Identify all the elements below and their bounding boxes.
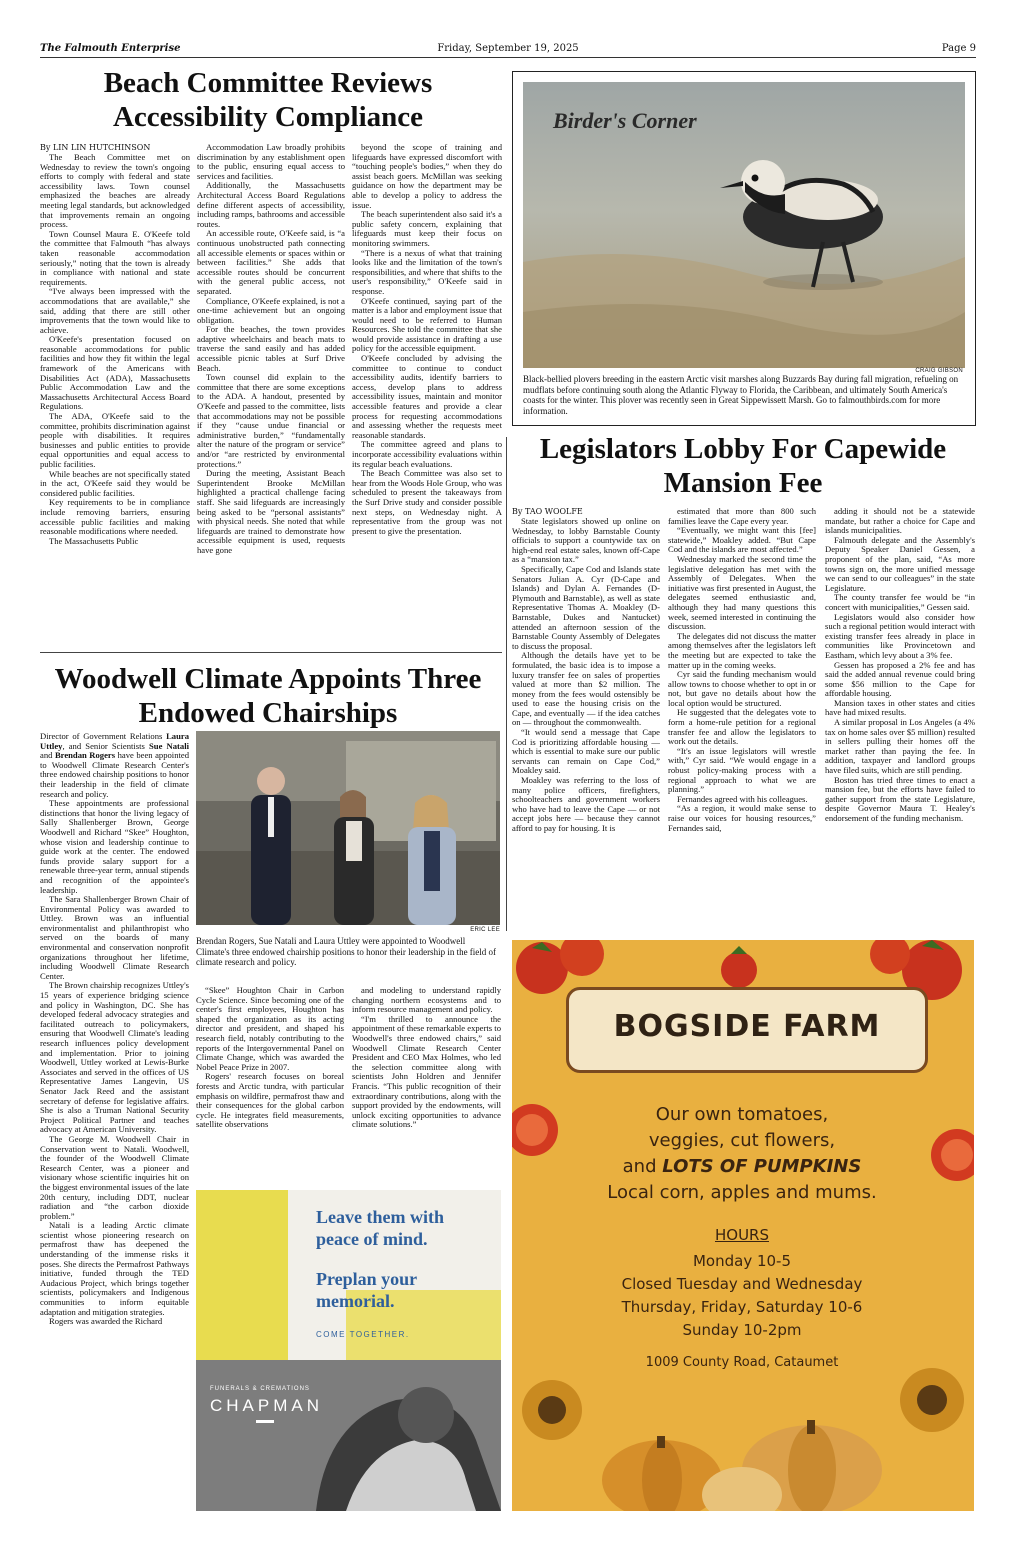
chapman-sub: FUNERALS & CREMATIONS: [210, 1386, 310, 1392]
paragraph: “It's an issue legislators will wrestle with,” Cyr said. “We would engage in a robust policy-making process with a regional approach to what we are planning.”: [668, 745, 816, 795]
paragraph: The Beach Committee was also set to hear from the Woods Hole Group, who was scheduled to present the takeaways from the Surf Drive study and consider possible next steps, on Wednesday night. A representative from the group was not present to give the presentation.: [352, 468, 502, 536]
section-rule: [40, 652, 502, 653]
paragraph: The George M. Woodwell Chair in Conservation went to Natali. Woodwell, the founder of the Woodwell Climate Research Center, was a pioneer and visionary whose scientific inquiries hit on the biggest environmental issues of the late 20th century, including DDT, nuclear radiation and “the carbon dioxide problem.”: [40, 1133, 189, 1221]
paragraph: Additionally, the Massachusetts Architectural Access Board Regulations define different aspects of accessibility, including ramps, bathrooms and accessible routes.: [197, 180, 345, 229]
name-natali: Sue Natali: [149, 740, 189, 751]
tomato-icon: [721, 946, 757, 988]
paragraph: “Skee” Houghton Chair in Carbon Cycle Science. Since becoming one of the center's first employees, Houghton has shaped the organization as its acting director and president, and shaped his research field, notably contributing to the reports of the Intergovernmental Panel on Climate Change, which was awarded the Nobel Peace Prize in 2007.: [196, 986, 344, 1072]
beach-column-2: [197, 143, 345, 645]
legislators-column-2: [668, 507, 816, 929]
bogside-farm-ad[interactable]: [512, 940, 974, 1511]
name-uttley: Laura Uttley: [40, 732, 189, 751]
paragraph: The Massachusetts Public: [49, 535, 139, 546]
paragraph: and modeling to understand rapidly changing northern ecosystems and to inform resource management and policy.: [352, 986, 501, 1015]
chapman-logo-mark: [256, 1420, 274, 1423]
farm-hours-closed: Closed Tuesday and Wednesday: [621, 1275, 863, 1293]
paragraph: Mansion taxes in other states and cities have had mixed results.: [825, 697, 975, 718]
issue-date: Friday, September 19, 2025: [437, 43, 579, 54]
paragraph: Moakley was referring to the loss of many police officers, firefighters, schoolteachers and government workers who have had to leave the Cape — or not accept jobs here — because they cannot afford to pay for housing. It is: [512, 775, 660, 833]
paragraph: Rogers' research focuses on boreal forests and Arctic tundra, with particular emphasis on wildfire, permafrost thaw and their consequences for the global carbon cycle. He integrates field measurements, satellite observations: [196, 1071, 344, 1130]
column-rule: [506, 437, 507, 931]
woodwell-photo-credit: ERIC LEE: [470, 927, 500, 933]
paragraph: “There is a nexus of what that training looks like and the limitation of the town's responsibilities, and where that shifts to the user's responsibility,” O'Keefe said in response.: [352, 247, 502, 296]
chapman-line-1: Leave them with peace of mind.: [316, 1207, 444, 1249]
chapman-brand: CHAPMAN: [210, 1396, 324, 1415]
paragraph: O'Keefe concluded by advising the committee to continue to conduct accessibility audits, identify barriers to access, develop plans to address accessibility issues, maintain and monitor accessible features and provide a clear process for requesting accommodations and assessing whether the requests meet reasonable standards.: [352, 353, 502, 440]
paragraph: These appointments are professional distinctions that honor the living legacy of Sally Shallenberger Brown, George Woodwell and Richard “Skee” Houghton, whose vision and leadership continue to guide work at the center. The endowed funds provide salary support for a renewable three-year term, annual stipends and recognition of the appointee's leadership.: [40, 798, 189, 895]
birders-corner-label: Birder's Corner: [553, 108, 697, 133]
paragraph: Gessen has proposed a 2% fee and has said the added annual revenue could bring some $56 million to the Cape for affordable housing.: [825, 659, 975, 699]
paragraph: estimated that more than 800 such families leave the Cape every year.: [668, 507, 816, 526]
paragraph: The delegates did not discuss the matter among themselves after the legislators left the meeting but are expected to take the matter up in the coming weeks.: [668, 630, 816, 670]
paragraph: Rogers was awarded the Richard: [49, 1316, 163, 1327]
farm-name: BOGSIDE FARM: [613, 1009, 881, 1044]
woodwell-column-1-body: [40, 799, 189, 1327]
paragraph: beyond the scope of training and lifeguards have expressed discomfort with “touching people's bodies,” when they do assist beach goers. McMillan was seeking guidance on how the department may be able to develop a policy to address the issue.: [352, 143, 502, 210]
paragraph: The beach superintendent also said it's a public safety concern, explaining that lifeguards must keep their focus on monitoring swimmers.: [352, 209, 502, 248]
paragraph: For the beaches, the town provides adaptive wheelchairs and beach mats to traverse the sand easily and has added accessible picnic tables at Surf Drive Beach.: [197, 324, 345, 373]
paragraph: Key requirements to be in compliance include removing barriers, ensuring accessible public facilities and making reasonable modifications where needed.: [40, 497, 190, 537]
paragraph: “I've always been impressed with the accommodations that are available,” she said, adding that there are still other improvements that the town would like to achieve.: [40, 286, 190, 335]
paragraph: He suggested that the delegates vote to form a home-rule petition for a regional transfer fee and allow the legislators to work out the details.: [668, 707, 816, 747]
beach-column-3: [352, 143, 502, 645]
birders-caption: Black-bellied plovers breeding in the eastern Arctic visit marshes along Buzzards Bay during fall migration, refueling on mudflats before continuing south along the Atlantic Flyway to Florida, the Caribbean, and ultimately South America's coasts for the winter. This plover was recently seen in Great Sippewissett Marsh. Go to falmouthbirds.com for more information.: [523, 374, 959, 416]
woodwell-lead-paragraph: Director of Government Relations Laura Uttley, and Senior Scientists Sue Natali and Brendan Rogers have been appointed to Woodwell Climate Research Center's three endowed chairship positions to honor their leadership in the field of climate research and policy.: [40, 732, 189, 799]
paragraph: Falmouth delegate and the Assembly's Deputy Speaker Daniel Gessen, a proponent of the plan, said, “As more towns sign on, the more unified message we can send to our colleagues” in the state Legislature.: [825, 534, 975, 593]
farm-line-1: Our own tomatoes,: [655, 1104, 829, 1125]
woodwell-column-2: [196, 986, 344, 1181]
farm-hours-label: HOURS: [714, 1226, 769, 1244]
paragraph: A similar proposal in Los Angeles (a 4% tax on home sales over $5 million) resulted in sellers pulling their homes off the market rather than paying the fee. In addition, taxpayer and landlord groups have filed suits, which are still pending.: [825, 717, 975, 776]
woodwell-headline: Woodwell Climate Appoints Three Endowed Chairships: [54, 663, 482, 729]
legislators-column-3: [825, 507, 975, 929]
woodwell-caption: Brendan Rogers, Sue Natali and Laura Uttley were appointed to Woodwell Climate's three endowed chairship positions to honor their leadership in the field of climate research and policy.: [196, 936, 497, 967]
tomato-icon: [516, 940, 604, 994]
paragraph: State legislators showed up online on Wednesday, to lobby Barnstable County officials to support a countywide tax on high-end real estate sales, known off-Cape as a “mansion tax.”: [512, 517, 660, 565]
birders-photo-credit: CRAIG GIBSON: [915, 368, 963, 374]
paragraph: Although the details have yet to be formulated, the basic idea is to impose a luxury transfer fee on sales of properties valued at more than $2 million. The money from the fees would ostensibly be used to ease the housing crisis on the Cape, and eventually — if the idea catches on — throughout the commonwealth.: [512, 650, 660, 728]
legislators-headline: Legislators Lobby For Capewide Mansion Fee: [539, 433, 947, 499]
paragraph: During the meeting, Assistant Beach Superintendent Brooke McMillan highlighted a practical challenge facing staff. She said lifeguards are increasingly being asked to be “personal assistants” with physical needs. She noted that while lifeguards are trained to demonstrate how accessible equipment is used, requests have gone: [197, 468, 345, 555]
newspaper-name: The Falmouth Enterprise: [40, 43, 181, 54]
farm-hours-sunday: Sunday 10-2pm: [682, 1321, 802, 1339]
farm-hours-monday: Monday 10-5: [692, 1252, 792, 1270]
paragraph: The Beach Committee met on Wednesday to review the town's ongoing efforts to comply with federal and state accessibility laws. Town counsel emphasized the beaches are already meeting legal standards, but acknowledged that improvements remain an ongoing process.: [40, 153, 190, 230]
paragraph: The Sara Shallenberger Brown Chair of Environmental Policy was awarded to Uttley. Brown was an influential environmentalist and philanthropist who served on the boards of many environmental and conservation nonprofit organizations throughout her lifetime, including Woodwell Climate Research Center.: [40, 894, 189, 981]
chapman-tagline: COME TOGETHER.: [316, 1330, 410, 1339]
beach-byline: By LIN LIN HUTCHINSON: [40, 143, 151, 152]
paragraph: An accessible route, O'Keefe said, is “a continuous unobstructed path connecting all accessible elements or spaces within or between facilities.” She adds that accessible routes should be concurrent with the general public access, not separated.: [197, 228, 345, 296]
paragraph: “I'm thrilled to announce the appointment of these remarkable experts to Woodwell's three endowed chairs,” said Woodwell Climate Research Center President and CEO Max Holmes, who led the selection committee along with scientists John Holdren and Jennifer Francis. “This public recognition of their extraordinary contributions, along with the support provided by the endowments, will unlock exciting opportunities to advance climate solutions.”: [352, 1013, 501, 1130]
paragraph: The ADA, O'Keefe said to the committee, prohibits discrimination against people with disabilities. It requires businesses and public entities to provide equal opportunities and equal access to public facilities.: [40, 411, 190, 469]
name-rogers: Brendan Rogers: [54, 750, 116, 761]
tomato-slice-icon: [512, 1104, 558, 1156]
paragraph: Town counsel did explain to the committee that there are some exceptions to the ADA. A handout, presented by O'Keefe and passed to the committee, lists that accommodations may not be possible if they “cause undue financial or administrative burden,” “fundamentally alter the nature of the program or service” and/or “are restricted by environmental protections.”: [197, 372, 345, 469]
paragraph: The Brown chairship recognizes Uttley's 15 years of experience bridging science and policy in Washington, DC. She has developed federal advocacy strategies and facilitated outreach to policymakers, ensuring that Woodwell Climate's leading research influences policy development and implementation. Prior to joining Woodwell, Uttley worked at Lewis-Burke Associates and served in the offices of US Representative James Langevin, US Senator Jack Reed and the assistant secretary of defense for legislative affairs. She is also a Truman National Security Project Political Partner and teaches advocacy at American University.: [40, 980, 189, 1135]
chapman-photo: [196, 1360, 501, 1511]
paragraph: adding it should not be a statewide mandate, but rather a choice for Cape and islands municipalities.: [825, 507, 975, 536]
farm-hours-list: [572, 1250, 912, 1342]
paragraph: “Eventually, we might want this [fee] statewide,” Moakley added. “But Cape Cod and the islands are most affected.”: [668, 525, 816, 555]
paragraph: Accommodation Law broadly prohibits discrimination by any establishment open to the public, ensuring equal access to services and facilities.: [197, 143, 345, 181]
paragraph: The committee agreed and plans to incorporate accessibility evaluations within its regular beach evaluations.: [352, 439, 502, 469]
farm-line-4: Local corn, apples and mums.: [607, 1182, 877, 1203]
paragraph: Specifically, Cape Cod and Islands state Senators Julian A. Cyr (D-Cape and Islands) and Dylan A. Fernandes (D-Plymouth and Barnstable), as well as state Representative Thomas A. Moakley (D-Barnstable, Dukes and Nantucket) attended an afternoon session of the Barnstable County Assembly of Delegates to discuss the proposal.: [512, 563, 660, 651]
paragraph: Compliance, O'Keefe explained, is not a one-time achievement but an ongoing obligation.: [197, 295, 345, 325]
paragraph: Town Counsel Maura E. O'Keefe told the committee that Falmouth “has always taken reasonable accommodation seriously,” noting that the town is already in compliance with national and state requirements.: [40, 228, 190, 287]
beach-headline: Beach Committee Reviews Accessibility Compliance: [103, 67, 433, 133]
paragraph: “As a region, it would make sense to raise our voices for housing resources,” Fernandes said,: [668, 803, 816, 833]
sunflower-icon: [900, 1368, 964, 1432]
paragraph: Legislators would also consider how such a regional petition would interact with existing transfer fees already in place in communities like Provincetown and Eastham, which levy about a 3% fee.: [825, 611, 975, 660]
paragraph: Boston has tried three times to enact a mansion fee, but the efforts have failed to gather support from the state Legislature, despite Governor Maura T. Healey's endorsement of the funding mechanism.: [825, 774, 975, 823]
paragraph: Wednesday marked the second time the legislative delegation has met with the Assembly of Delegates. When the initiative was first presented in August, the delegates seemed enthusiastic and, although they had many questions this week, seemed interested in continuing the discussion.: [668, 553, 816, 632]
woodwell-photo: [196, 731, 500, 925]
paragraph: While beaches are not specifically stated in the act, O'Keefe said they would be considered public facilities.: [40, 468, 190, 498]
paragraph: Natali is a leading Arctic climate scientist whose pioneering research on permafrost thaw has deepened the understanding of the immense risks it poses. She directs the Permafrost Pathways initiative, funded through the TED Audacious Project, which brings together scientists, policymakers and Indigenous communities to inform equitable adaptation and mitigation strategies.: [40, 1220, 189, 1317]
legislators-byline: By TAO WOOLFE: [512, 507, 583, 516]
ad-yellow-block: [196, 1190, 288, 1360]
page-number: Page 9: [941, 43, 976, 54]
paragraph: “It would send a message that Cape Cod is prioritizing affordable housing — which is essential to make sure our public servants can remain on Cape Cod,” Moakley said.: [512, 727, 660, 776]
farm-line-3: and LOTS OF PUMPKINS: [622, 1156, 862, 1177]
birders-corner-box: [512, 71, 976, 426]
paragraph: Fernandes agreed with his colleagues.: [677, 793, 808, 804]
paragraph: O'Keefe's presentation focused on reasonable accommodations for public facilities and how they fit within the legal framework of the Americans with Disabilities Act (ADA), Massachusetts Public Accommodation Law and the Massachusetts Architectural Access Board Regulations.: [40, 334, 190, 412]
chapman-ad[interactable]: [196, 1190, 501, 1511]
woodwell-column-3: [352, 986, 501, 1181]
farm-hours-thu-sat: Thursday, Friday, Saturday 10-6: [621, 1298, 863, 1316]
farm-sign: [566, 987, 928, 1073]
tomato-slice-icon: [931, 1129, 974, 1181]
paragraph: Cyr said the funding mechanism would allow towns to choose whether to opt in or not, but gave no details about how the local option would be structured.: [668, 669, 816, 708]
beach-column-1: [40, 153, 190, 645]
farm-line-2: veggies, cut flowers,: [648, 1130, 836, 1151]
masthead: [40, 43, 976, 58]
paragraph: The county transfer fee would be “in concert with municipalities,” Gessen said.: [825, 592, 975, 612]
pumpkins-emphasis: LOTS OF PUMPKINS: [662, 1156, 862, 1177]
chapman-line-2: Preplan your memorial.: [316, 1269, 417, 1311]
paragraph: O'Keefe continued, saying part of the matter is a labor and employment issue that would need to be referred to Human Resources. She told the committee that she would provide assistance in drafting a use policy for the accessible equipment.: [352, 295, 502, 354]
farm-address: 1009 County Road, Cataumet: [645, 1355, 839, 1370]
woodwell-column-1: [40, 732, 189, 1512]
sunflower-icon: [522, 1380, 582, 1440]
farm-products: [572, 1102, 912, 1206]
legislators-column-1: [512, 517, 660, 929]
